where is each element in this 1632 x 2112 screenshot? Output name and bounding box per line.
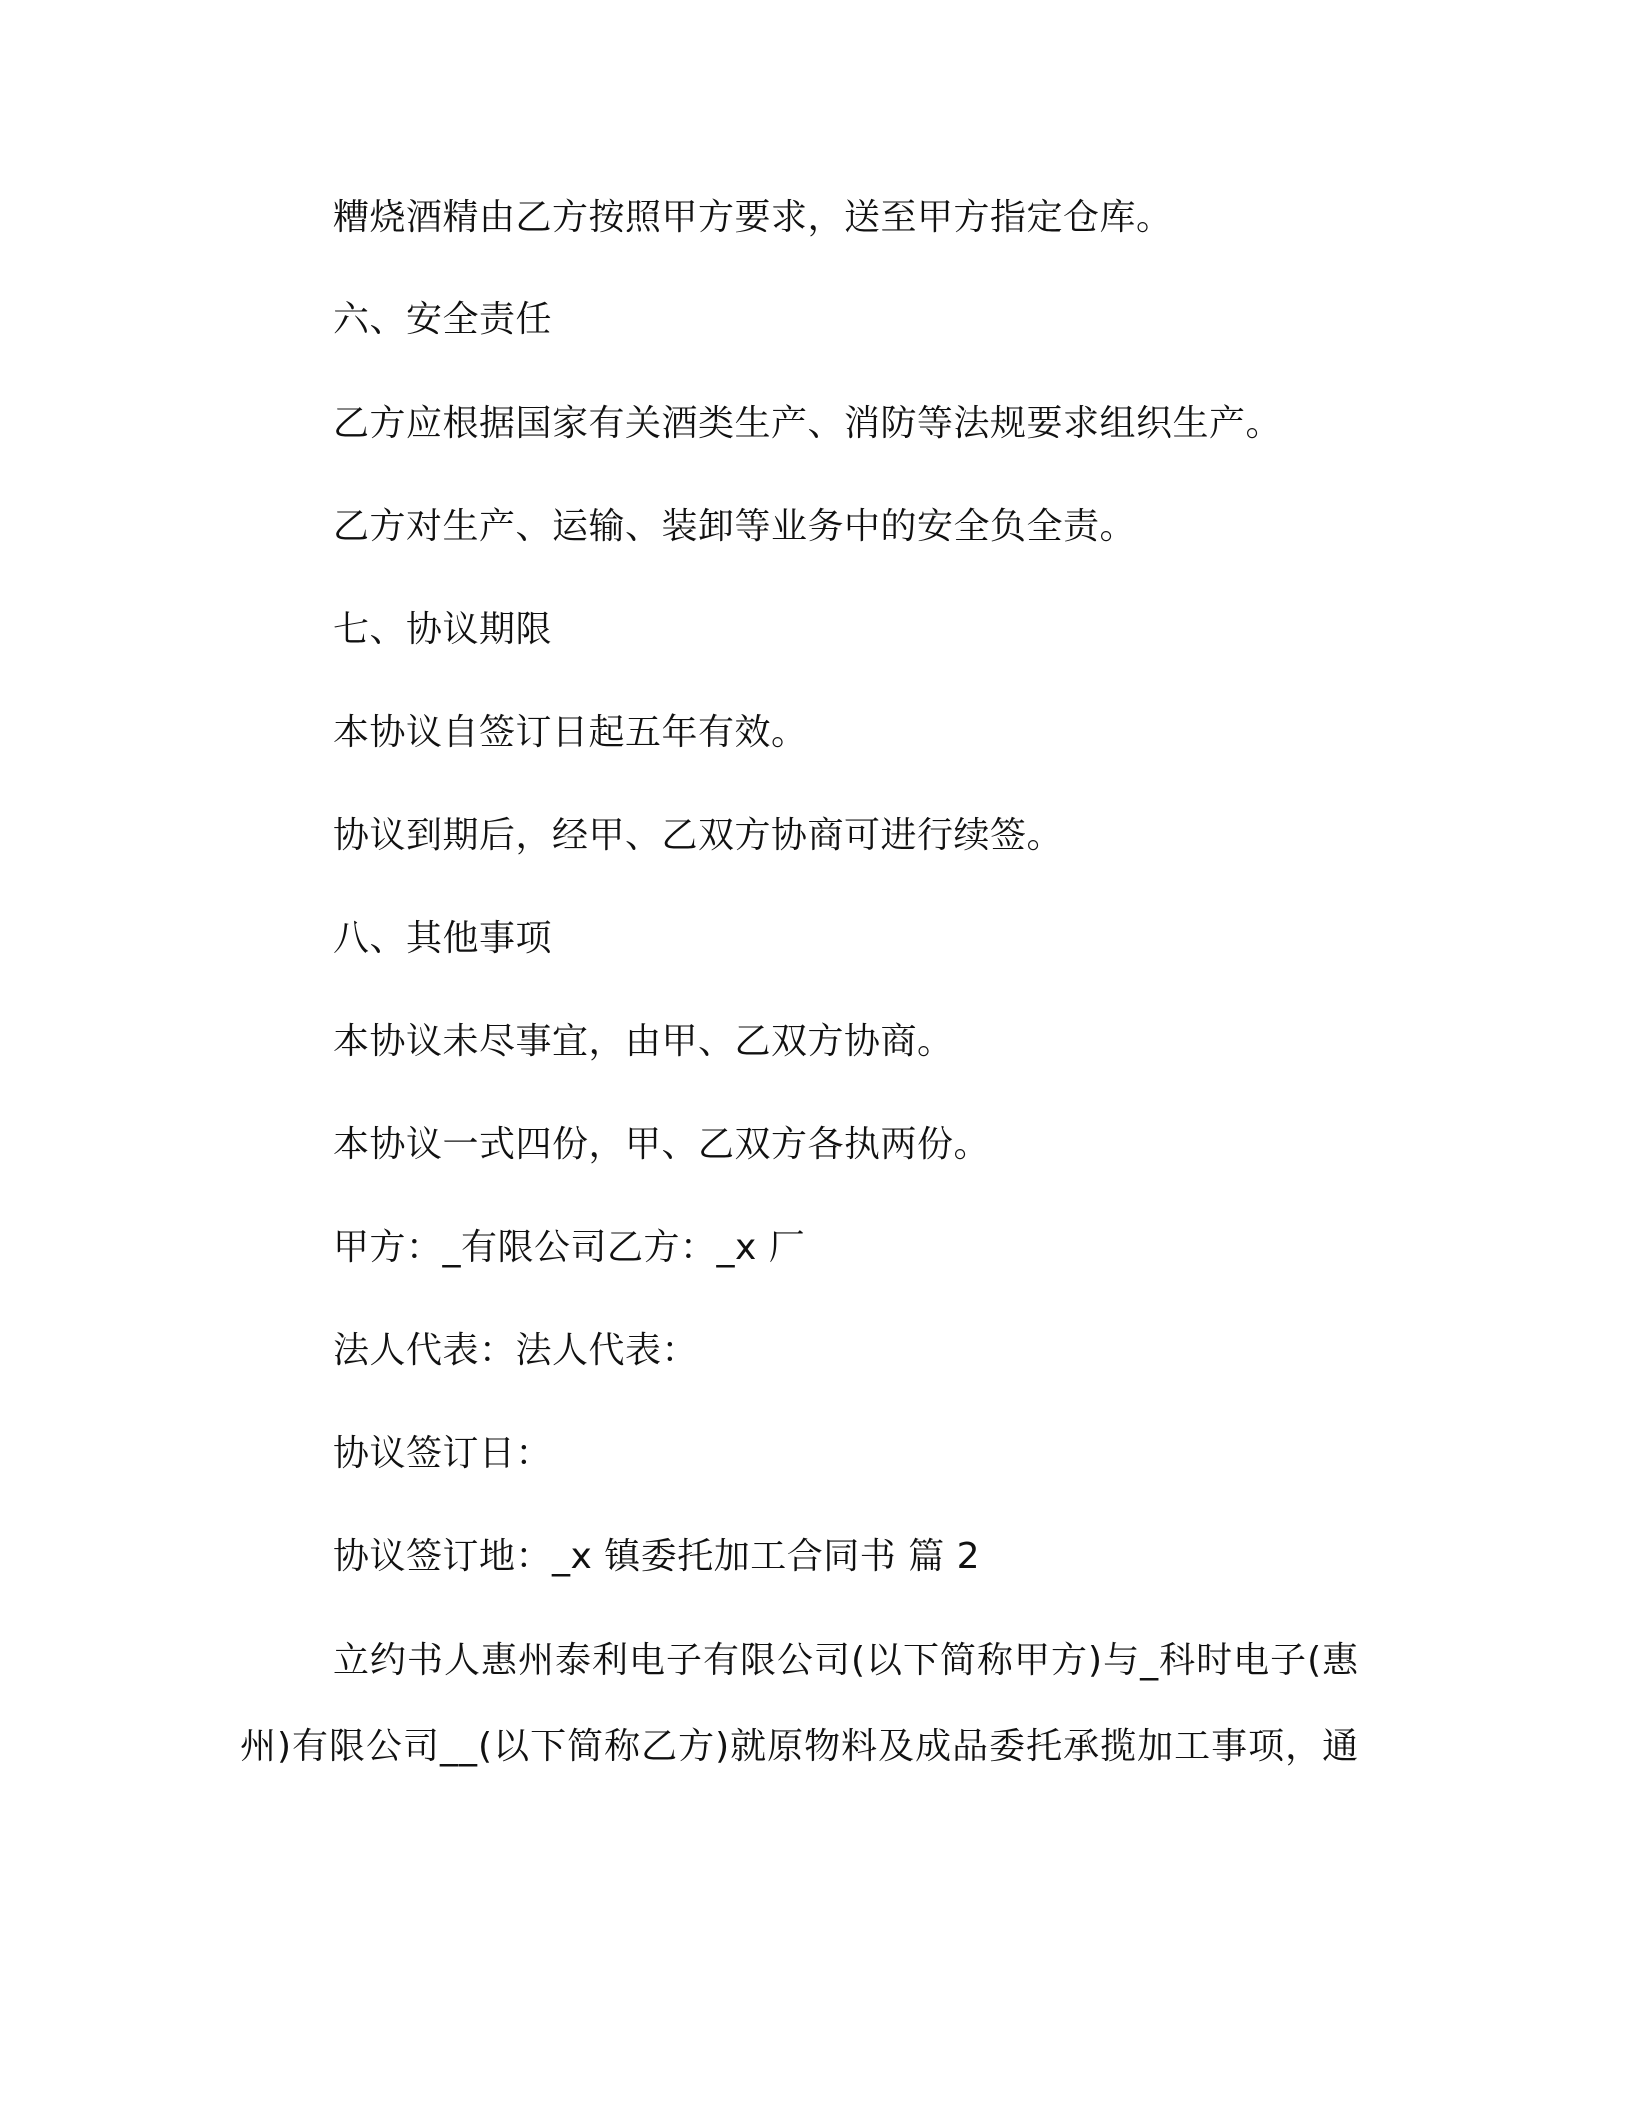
text-line-legal-representatives: 法人代表：法人代表：	[333, 1330, 699, 1371]
section-heading-safety: 六、安全责任	[333, 299, 553, 340]
text-line-production-rules: 乙方应根据国家有关酒类生产、消防等法规要求组织生产。	[333, 403, 1283, 444]
text-line-parties: 甲方：_有限公司乙方：_x 厂	[333, 1227, 806, 1268]
contract-intro-line-1: 立约书人惠州泰利电子有限公司(以下简称甲方)与_科时电子(惠	[333, 1640, 1360, 1681]
contract-intro-line-2: 州)有限公司__(以下简称乙方)就原物料及成品委托承揽加工事项，通	[240, 1726, 1360, 1767]
text-line-copies: 本协议一式四份，甲、乙双方各执两份。	[333, 1124, 991, 1165]
text-line-signing-date: 协议签订日：	[333, 1433, 553, 1474]
text-line-signing-place: 协议签订地：_x 镇委托加工合同书 篇 2	[333, 1536, 981, 1577]
text-line-delivery: 糟烧酒精由乙方按照甲方要求，送至甲方指定仓库。	[333, 197, 1173, 238]
text-line-validity: 本协议自签订日起五年有效。	[333, 712, 808, 753]
text-line-safety-responsibility: 乙方对生产、运输、装卸等业务中的安全负全责。	[333, 506, 1137, 547]
text-line-renewal: 协议到期后，经甲、乙双方协商可进行续签。	[333, 815, 1064, 856]
contract-intro-paragraph	[240, 1618, 1360, 1790]
section-heading-other: 八、其他事项	[333, 918, 553, 959]
section-heading-term: 七、协议期限	[333, 609, 553, 650]
text-line-unresolved-matters: 本协议未尽事宜，由甲、乙双方协商。	[333, 1021, 954, 1062]
